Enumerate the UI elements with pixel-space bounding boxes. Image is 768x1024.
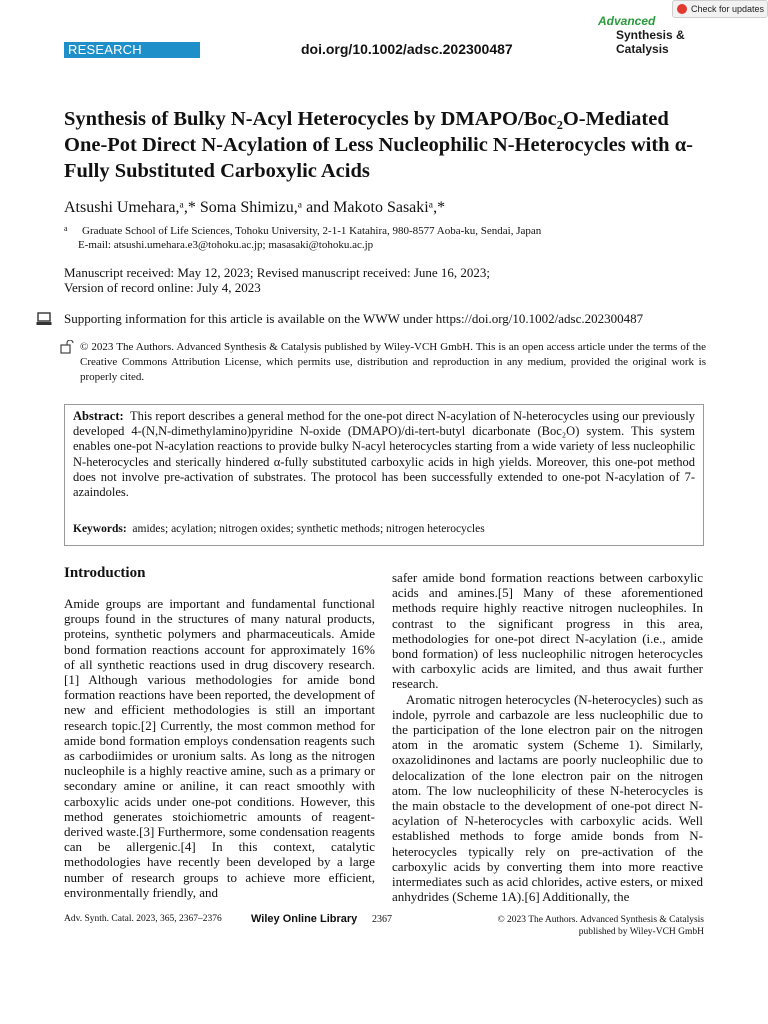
journal-logo bbox=[598, 14, 708, 60]
abstract-text: This report describes a general method for the one-pot direct N-acylation of N-heterocycles using our previously developed 4-(N,N-dimethylamino)pyridine N-oxide (DMAPO)/di-tert-butyl dicarbonate (Boc₂O) system. This system enables one-pot N-acylation reactions to provide bulky N-acyl heterocycles starting from a wide variety of less nucleophilic N-heterocycles and sterically hindered α-fully substituted carboxylic acids in high yields. Moreover, this one-pot method does not involve pre-activation of substrates. The protocol has been successfully extended to one-pot N-acylation of 7-azaindoles. bbox=[73, 409, 695, 500]
article-title: Synthesis of Bulky N-Acyl Heterocycles by DMAPO/Boc₂O-Mediated One-Pot Direct N-Acylation of Less Nucleophilic N-Heterocycles with α-Fully Substituted Carboxylic Acids bbox=[64, 108, 693, 182]
footer-wiley-online-library[interactable]: Wiley Online Library bbox=[251, 913, 358, 925]
intro-column-left bbox=[64, 596, 375, 900]
footer-page-number: 2367 bbox=[372, 914, 392, 925]
keywords-text: amides; acylation; nitrogen oxides; synthetic methods; nitrogen heterocycles bbox=[132, 523, 485, 535]
footer-copyright: © 2023 The Authors. Advanced Synthesis & Catalysis published by Wiley-VCH GmbH bbox=[497, 915, 704, 937]
affiliation-mark: a bbox=[64, 224, 68, 233]
intro-paragraph-3: Aromatic nitrogen heterocycles (N-heterocycles) such as indole, pyrrole and carbazole are less nucleophilic due to the participation of the lone electron pair on the nitrogen atom in the aromatic system (Scheme 1). Similarly, oxazolidinones and lactams are poorly nucleophilic due to delocalization of the lone electron pair on the nitrogen atom. The low nucleophilicity of these N-heterocycles is the main obstacle to the development of one-pot direct N-acylation of N-heterocycles with carboxylic acids. Well established methods to forge amide bonds from N-heterocycles typically rely on pre-activation of the carboxylic acids by converting them into more reactive intermediates such as acid chlorides, active esters, or mixed anhydrides (Scheme 1A).[6] Additionally, the bbox=[392, 691, 703, 905]
open-access-icon bbox=[60, 340, 74, 354]
abstract bbox=[73, 409, 695, 500]
section-heading-introduction: Introduction bbox=[64, 565, 146, 581]
computer-icon bbox=[36, 312, 52, 326]
keywords bbox=[73, 523, 695, 535]
intro-paragraph-2: safer amide bond formation reactions between carboxylic acids and amines.[5] Many of these aforementioned methods require highly reactive nitrogen nucleophiles. In contrast to the significant progress in this area, methodologies for one-pot direct N-acylation (i.e., amide bond formation) of less nucleophilic nitrogen heterocycles with carboxylic acids are limited, and thus await further research. bbox=[392, 570, 703, 692]
logo-journal-name: Synthesis & Catalysis bbox=[616, 28, 685, 56]
abstract-box bbox=[64, 404, 704, 546]
intro-paragraph-1: Amide groups are important and fundamental functional groups found in the structures of many natural products, proteins, synthetic polymers and pharmaceuticals. Amide bond formation reactions account for approximately 16% of all synthetic reactions used in drug discovery research.[1] Although various methodologies for amide bond formation reactions have been reported, the development of new and efficient methodologies is still an important research topic.[2] Currently, the most common method for amide bond formation employs condensation reagents such as carbodiimides or uronium salts. As long as the nitrogen nucleophile is a highly reactive amine, such as a primary or secondary amine or aniline, it can react smoothly with carboxylic acids under one-pot conditions. However, this method generates stoichiometric amounts of reagent-derived waste.[3] Furthermore, some condensation reagents can be allergenic.[4] In this context, catalytic methodologies have recently been developed by a large number of research groups to achieve more efficient, environmentally friendly, and bbox=[64, 596, 375, 900]
logo-advanced: Advanced bbox=[598, 14, 656, 28]
article-type-badge: RESEARCH ARTICLE bbox=[64, 42, 200, 58]
keywords-label: Keywords: bbox=[73, 523, 127, 535]
supporting-information[interactable]: Supporting information for this article is available on the WWW under https://doi.org/10.1002/adsc.202300487 bbox=[64, 311, 644, 326]
affiliation-text: Graduate School of Life Sciences, Tohoku University, 2-1-1 Katahira, 980-8577 Aoba-ku, Sendai, Japan bbox=[82, 225, 542, 237]
crossmark-icon bbox=[677, 4, 687, 14]
check-for-updates-button[interactable] bbox=[672, 0, 768, 18]
license-statement: © 2023 The Authors. Advanced Synthesis & Catalysis published by Wiley-VCH GmbH. This is an open access article under the terms of the Creative Commons Attribution License, which permits use, distribution and reproduction in any medium, provided the original work is properly cited. bbox=[80, 341, 706, 383]
doi-link[interactable]: doi.org/10.1002/adsc.202300487 bbox=[301, 41, 513, 57]
footer-citation: Adv. Synth. Catal. 2023, 365, 2367–2376 bbox=[64, 914, 222, 924]
abstract-label: Abstract: bbox=[73, 409, 124, 423]
intro-column-right bbox=[392, 570, 703, 904]
affiliation-emails[interactable]: E-mail: atsushi.umehara.e3@tohoku.ac.jp; masasaki@tohoku.ac.jp bbox=[78, 239, 374, 251]
check-for-updates-label: Check for updates bbox=[691, 4, 765, 14]
dates-version: Version of record online: July 4, 2023 bbox=[64, 280, 261, 295]
author-list: Atsushi Umehara,ᵃ,* Soma Shimizu,ᵃ and Makoto Sasakiᵃ,* bbox=[64, 199, 446, 216]
dates-received: Manuscript received: May 12, 2023; Revised manuscript received: June 16, 2023; bbox=[64, 265, 491, 280]
manuscript-dates bbox=[64, 265, 490, 295]
